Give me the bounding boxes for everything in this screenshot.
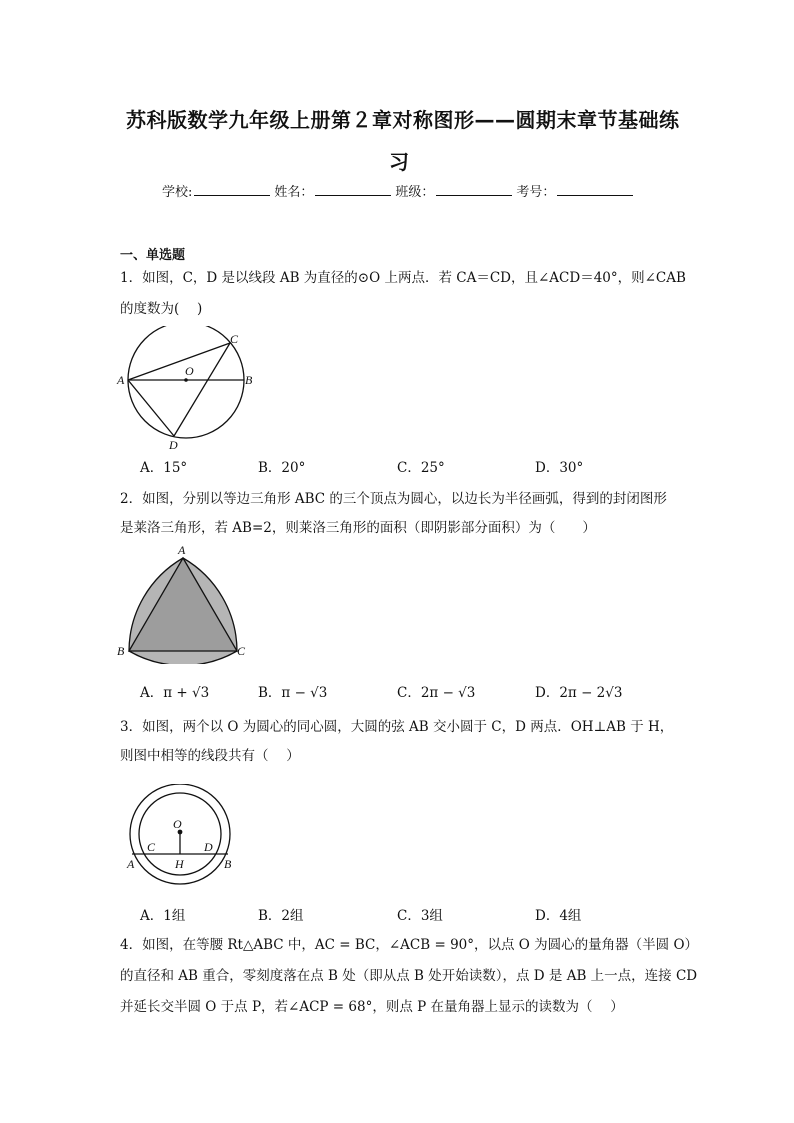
page-title-line1: 苏科版数学九年级上册第２章对称图形——圆期末章节基础练	[126, 108, 680, 132]
q3-option-d[interactable]: D．4组	[535, 908, 582, 924]
q3-label-d: D	[204, 840, 213, 854]
q3-option-c[interactable]: C．3组	[397, 908, 443, 924]
q2-label-a: A	[178, 543, 186, 557]
q3-figure	[118, 784, 244, 888]
section-heading: 一、单选题	[120, 248, 186, 263]
q1-label-o: O	[185, 364, 194, 378]
q2-option-c[interactable]: C．2π − √3	[397, 685, 476, 701]
q3-option-a[interactable]: A．1组	[140, 908, 186, 924]
exam-no-label: 考号：	[516, 185, 556, 200]
class-label: 班级：	[395, 185, 435, 200]
q3-label-b: B	[224, 857, 232, 871]
q1-center-dot	[184, 378, 188, 382]
q1-option-a[interactable]: A．15°	[140, 460, 188, 476]
class-field[interactable]	[436, 183, 512, 196]
q2-text-line1: 2．如图，分别以等边三角形 ABC 的三个顶点为圆心，以边长为半径画弧，得到的封闭图形	[120, 491, 667, 507]
name-field[interactable]	[315, 183, 391, 196]
q4-text-line2: 的直径和 AB 重合，零刻度落在点 B 处（即从点 B 处开始读数），点 D 是 AB 上一点，连接 CD	[120, 968, 698, 984]
q1-label-c: C	[230, 332, 239, 346]
q1-chord-cd	[174, 343, 230, 436]
exam-no-field[interactable]	[557, 183, 633, 196]
q2-text-line2: 是莱洛三角形，若 AB=2，则莱洛三角形的面积（即阴影部分面积）为（ ）	[120, 520, 596, 536]
q2-label-c: C	[237, 644, 246, 658]
q3-label-a: A	[127, 857, 135, 871]
q4-text-line1: 4．如图，在等腰 Rt△ABC 中，AC = BC，∠ACB = 90°，以点 O 为圆心的量角器（半圆 O）	[120, 937, 699, 953]
q3-text-line2: 则图中相等的线段共有（ ）	[120, 748, 300, 764]
q2-option-a[interactable]: A．π + √3	[140, 685, 210, 701]
page-title-line2: 习	[389, 150, 410, 174]
q1-option-d[interactable]: D．30°	[535, 460, 584, 476]
q1-chord-ac	[128, 343, 230, 380]
q1-option-c[interactable]: C．25°	[397, 460, 445, 476]
q1-label-d: D	[169, 438, 178, 452]
q1-text-line1: 1．如图，C，D 是以线段 AB 为直径的⊙O 上两点．若 CA＝CD，且∠ACD＝40°，则∠CAB	[120, 270, 686, 286]
q1-option-b[interactable]: B．20°	[258, 460, 306, 476]
q3-label-c: C	[147, 840, 156, 854]
q3-label-h: H	[175, 857, 184, 871]
q3-text-line1: 3．如图，两个以 O 为圆心的同心圆，大圆的弦 AB 交小圆于 C，D 两点．OH⊥AB 于 H，	[120, 719, 674, 735]
q1-figure	[114, 326, 264, 452]
q2-label-b: B	[117, 644, 125, 658]
q2-option-d[interactable]: D．2π − 2√3	[535, 685, 623, 701]
q1-circle	[128, 326, 244, 438]
q1-text-line2: 的度数为( )	[120, 301, 203, 317]
q3-option-b[interactable]: B．2组	[258, 908, 304, 924]
q3-label-o: O	[173, 817, 182, 831]
school-label: 学校:	[162, 185, 193, 200]
name-label: 姓名：	[274, 185, 314, 200]
q2-figure	[114, 542, 254, 664]
q1-label-b: B	[245, 373, 253, 387]
q1-label-a: A	[117, 373, 125, 387]
school-field[interactable]	[194, 183, 270, 196]
q4-text-line3: 并延长交半圆 O 于点 P，若∠ACP = 68°，则点 P 在量角器上显示的读数为（ ）	[120, 999, 624, 1015]
info-row	[162, 181, 637, 200]
q2-option-b[interactable]: B．π − √3	[258, 685, 328, 701]
